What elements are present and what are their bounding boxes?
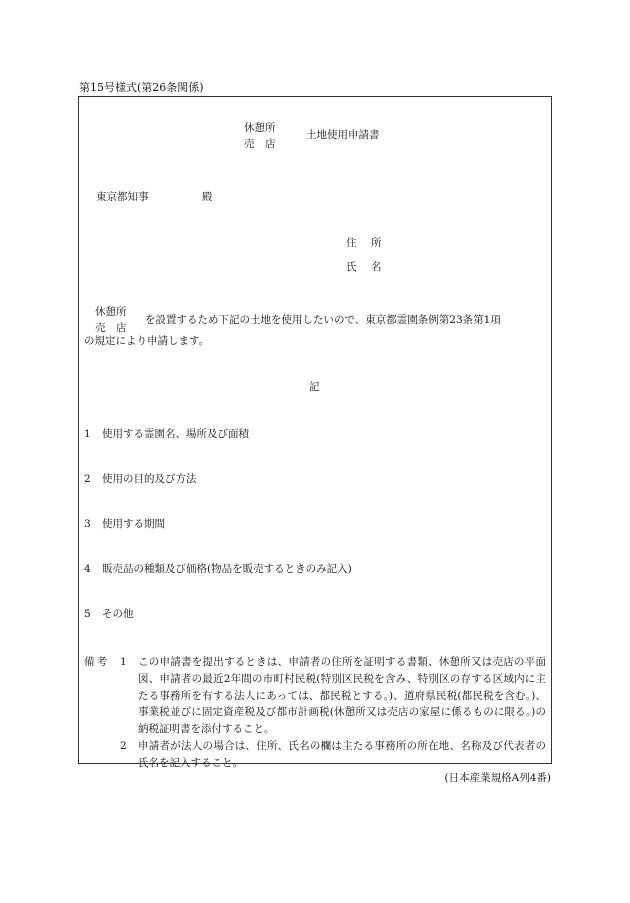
remark-item (84, 654, 546, 738)
remark-text: 申請者が法人の場合は、住所、氏名の欄は主たる事務所の所在地、名称及び代表者の氏名を記入すること。 (138, 739, 546, 769)
applicant-name-label: 氏 名 (346, 261, 384, 273)
item-text: 使用する期間 (102, 518, 165, 530)
item-venue (84, 426, 249, 441)
body-facility-stack (95, 304, 127, 336)
item-text: 使用する霊園名、場所及び面積 (102, 428, 249, 440)
item-text: 使用の目的及び方法 (102, 473, 197, 485)
remarks-section (84, 654, 546, 772)
title-facility-rest-area: 休憩所 (244, 122, 276, 134)
remark-text: この申請書を提出するときは、申請者の住所を証明する書類、休憩所又は売店の平面図、申請者の最近2年間の市町村民税(特別区民税を含み、特別区の存する区域内に主たる事務所を有する法人にあっては、都民税とする。)、道府県民税(都民税を含む。)、事業税並びに固定資産税及び都市計画税(休憩所又は売店の家屋に係るものに限る。)の納税証明書を添付すること。 (138, 656, 546, 736)
item-number: 3 (84, 518, 91, 530)
item-text: その他 (102, 608, 134, 620)
item-purpose (84, 471, 197, 486)
paper-size-note: (日本産業規格A列4番) (444, 772, 551, 784)
item-period (84, 516, 165, 531)
record-mark: 記 (309, 381, 320, 393)
body-facility-rest-area: 休憩所 (95, 306, 127, 318)
remark-number: 2 (120, 739, 127, 752)
item-number: 2 (84, 473, 91, 485)
remark-item (84, 738, 546, 772)
item-number: 1 (84, 428, 91, 440)
item-number: 5 (84, 608, 91, 620)
body-facility-shop: 売 店 (95, 322, 127, 334)
remark-number: 1 (120, 656, 127, 668)
item-text: 販売品の種類及び価格(物品を販売するときのみ記入) (102, 563, 352, 575)
title-facility-shop: 売 店 (244, 138, 276, 150)
form-number: 第15号様式(第26条関係) (79, 81, 204, 94)
item-number: 4 (84, 563, 91, 575)
addressee-name: 東京都知事 (96, 191, 149, 203)
applicant-address-label: 住 所 (346, 237, 384, 249)
item-other (84, 606, 134, 621)
addressee-suffix: 殿 (202, 191, 213, 203)
title-facility-stack (244, 120, 276, 152)
body-text-line-2: の規定により申請します。 (84, 335, 210, 347)
body-text-line-1: を設置するため下記の土地を使用したいので、東京都霊園条例第23条第1項 (145, 314, 501, 326)
item-goods (84, 561, 352, 576)
page-title: 土地使用申請書 (306, 129, 380, 141)
remarks-label: 備考 (84, 656, 109, 668)
